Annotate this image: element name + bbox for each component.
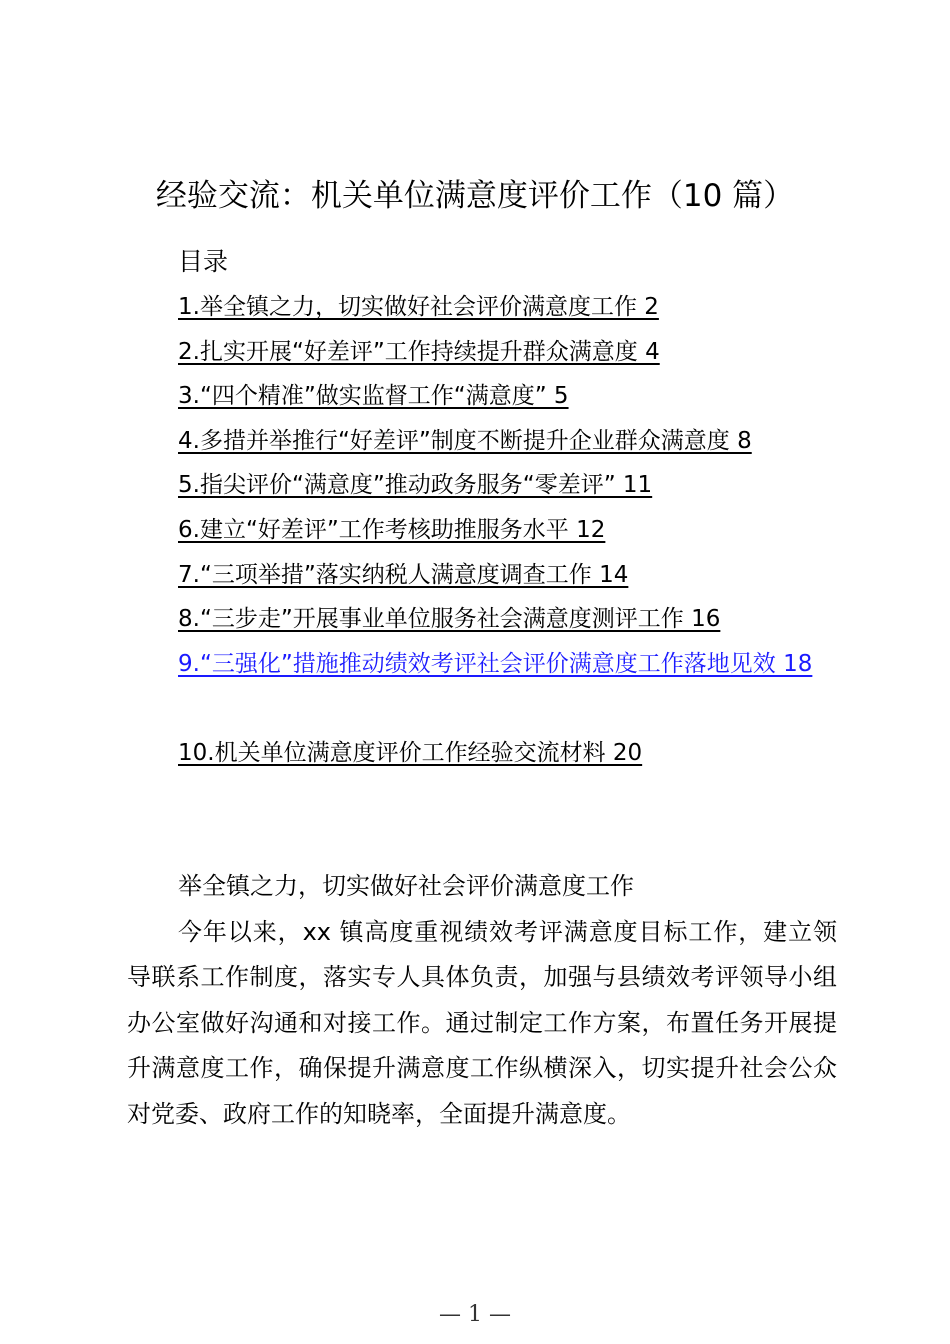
table-of-contents [0,287,950,777]
toc-entry-text[interactable]: 1.举全镇之力，切实做好社会评价满意度工作 2 [178,294,659,320]
document-title: 经验交流：机关单位满意度评价工作（10 篇） [155,178,795,214]
toc-entry-6[interactable] [0,510,950,555]
toc-entry-text[interactable]: 6.建立“好差评”工作考核助推服务水平 12 [178,516,606,543]
toc-entry-7[interactable] [0,555,950,600]
toc-entry-text[interactable]: 2.扎实开展“好差评”工作持续提升群众满意度 4 [178,338,660,365]
toc-entry-10[interactable] [0,733,950,778]
article-section [127,864,837,1137]
toc-entry-5[interactable] [0,465,950,510]
toc-entry-1[interactable] [0,287,950,332]
toc-entry-8[interactable] [0,599,950,644]
toc-entry-text[interactable]: 9.“三强化”措施推动绩效考评社会评价满意度工作落地见效 18 [178,650,813,677]
section-heading: 举全镇之力，切实做好社会评价满意度工作 [178,872,634,900]
toc-entry-text[interactable]: 10.机关单位满意度评价工作经验交流材料 20 [178,739,643,766]
section-paragraph: 今年以来，xx 镇高度重视绩效考评满意度目标工作，建立领导联系工作制度，落实专人具体负责，加强与县绩效考评领导小组办公室做好沟通和对接工作。通过制定工作方案，布置任务开展提升满意度工作，确保提升满意度工作纵横深入，切实提升社会公众对党委、政府工作的知晓率，全面提升满意度。 [127,917,837,1128]
toc-heading: 目录 [178,247,229,276]
toc-entry-text[interactable]: 5.指尖评价“满意度”推动政务服务“零差评” 11 [178,472,653,499]
toc-entry-text[interactable]: 3.“四个精准”做实监督工作“满意度” 5 [178,383,569,410]
page-number: — 1 — [439,1302,511,1327]
toc-entry-text[interactable]: 4.多措并举推行“好差评”制度不断提升企业群众满意度 8 [178,427,752,454]
toc-entry-text[interactable]: 8.“三步走”开展事业单位服务社会满意度测评工作 16 [178,606,721,633]
toc-entry-4[interactable] [0,421,950,466]
toc-entry-2[interactable] [0,332,950,377]
toc-entry-text[interactable]: 7.“三项举措”落实纳税人满意度调查工作 14 [178,561,629,588]
toc-entry-9[interactable] [0,644,950,733]
toc-entry-3[interactable] [0,376,950,421]
